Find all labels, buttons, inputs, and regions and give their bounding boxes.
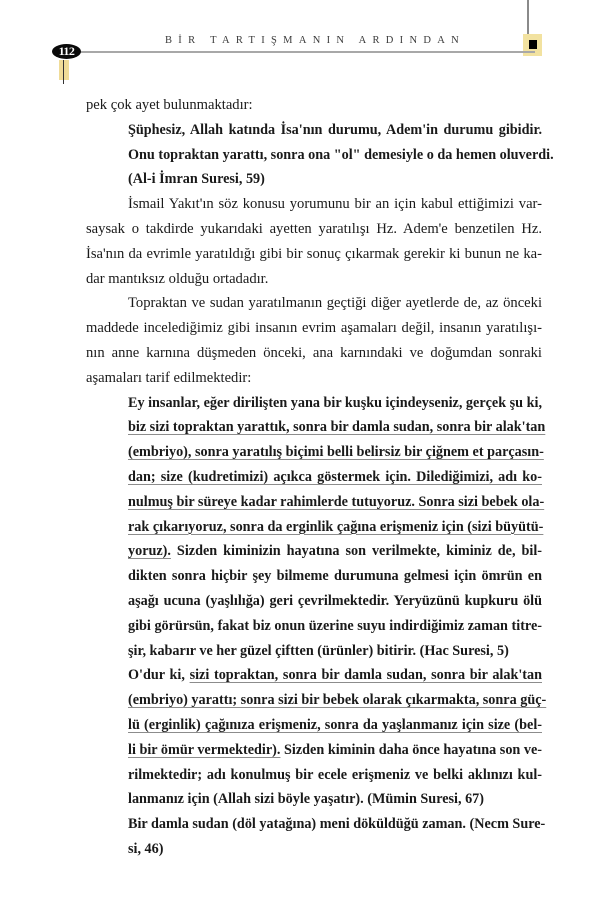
- page-number-badge: 112: [52, 44, 81, 59]
- verse-line: [128, 738, 542, 763]
- left-margin-tick: [63, 60, 64, 84]
- verse-line-underlined: (embriyo) yarattı; sonra sizi bir bebek olarak çıkarmakta, sonra güç-: [128, 692, 547, 709]
- verse-line: rilmektedir; adı konulmuş bir ecele erişmeniz ve belki aklınızı kul-: [128, 766, 542, 783]
- verse-line: [128, 539, 542, 564]
- verse-line-underlined: nulmuş bir süreye kadar rahimlerde tutuyoruz. Sonra sizi bebek ola-: [128, 493, 545, 510]
- verse-line-underlined: rak çıkarıyoruz, sonra da erginlik çağına erişmeniz için (sizi büyütü-: [128, 518, 544, 535]
- verse-fragment: Sizden kiminin daha önce hayatına son ve-: [280, 741, 543, 758]
- paragraph-ismail-yakit: [86, 192, 542, 291]
- page-body: [86, 93, 554, 862]
- intro-line: pek çok ayet bulunmaktadır:: [86, 97, 253, 113]
- verse-line-underlined: dan; size (kudretimizi) açıkca göstermek için. Dilediğimizi, adı ko-: [128, 468, 542, 485]
- running-title: BİR TARTIŞMANIN ARDINDAN: [164, 35, 466, 46]
- underlined-fragment: li bir ömür vermektedir).: [128, 741, 281, 758]
- paragraph-line: dar mantıksız olduğu ortadadır.: [86, 270, 269, 287]
- paragraph-topraktan: [86, 291, 542, 390]
- verse-quote-hac: [128, 391, 546, 664]
- paragraph-line: saysak o takdirde yukarıdaki ayetten yaratılışı Hz. Adem'e benzetilen Hz.: [86, 220, 542, 237]
- verse-quote-necm: [128, 812, 546, 862]
- paragraph-line: İsmail Yakıt'ın söz konusu yorumunu bir an için kabul ettiğimizi var-: [128, 196, 542, 213]
- top-vertical-rule: [527, 0, 529, 38]
- paragraph-line: İsa'nın da evrimle yaratıldığı gibi bir sonuç çıkarmak gerekir ki bunun ne ka-: [86, 245, 542, 262]
- verse-citation: (Al-i İmran Suresi, 59): [128, 171, 265, 188]
- verse-line: [128, 663, 542, 688]
- verse-line-underlined: biz sizi topraktan yarattık, sonra bir damla sudan, sonra bir alak'tan: [128, 419, 546, 436]
- underlined-fragment: yoruz).: [128, 543, 171, 560]
- verse-line: dikten sonra hiçbir şey bilmeme durumuna gelmesi için ömrün en: [128, 568, 542, 585]
- verse-fragment: Sizden kiminizin hayatına son verilmekte, kiminiz de, bil-: [170, 543, 542, 560]
- verse-line: Bir damla sudan (döl yatağına) meni döküldüğü zaman. (Necm Sure-: [128, 816, 546, 833]
- paragraph-line: nın anne karnına düşmeden önceki, ana karnındaki ve doğumdan sonraki: [86, 344, 542, 361]
- verse-line: gibi görürsün, fakat biz onun üzerine suyu indirdiğimiz zaman titre-: [128, 617, 542, 634]
- left-margin-tab: [59, 60, 69, 80]
- verse-line: Şüphesiz, Allah katında İsa'nın durumu, Adem'in durumu gibidir.: [128, 121, 542, 138]
- verse-line: Onu topraktan yarattı, sonra ona "ol" demesiyle o da hemen oluverdi.: [128, 146, 554, 163]
- verse-quote-mumin: [128, 663, 547, 812]
- underlined-fragment: sizi topraktan, sonra bir damla sudan, sonra bir alak'tan: [189, 667, 542, 684]
- square-marker-icon: [529, 40, 537, 49]
- paragraph-line: aşamaları tarif edilmektedir:: [86, 369, 252, 386]
- verse-line-underlined: (embriyo), sonra yaratılış biçimi belli belirsiz bir çiğnem et parçasın-: [128, 444, 544, 461]
- header-rule: [80, 51, 535, 53]
- verse-fragment: O'dur ki,: [128, 667, 190, 684]
- verse-quote-al-i-imran: [128, 118, 554, 192]
- verse-citation-line: si, 46): [128, 840, 164, 857]
- verse-citation-line: şir, kabarır ve her güzel çiftten (ürünler) bitirir. (Hac Suresi, 5): [128, 642, 509, 659]
- paragraph-line: maddede incelediğimiz gibi insanın evrim aşamaları değil, insanın yaratılışı-: [86, 320, 542, 337]
- verse-line-underlined: lü (erginlik) çağınıza erişmeniz, sonra da yaşlanmanız için size (bel-: [128, 716, 542, 733]
- paragraph-line: Topraktan ve sudan yaratılmanın geçtiği diğer ayetlerde de, az önceki: [128, 295, 542, 312]
- verse-citation-line: lanmanız için (Allah sizi böyle yaşatır). (Mümin Suresi, 67): [128, 791, 485, 808]
- verse-line: aşağı ucuna (yaşlılığa) geri çevrilmektedir. Yeryüzünü kupkuru ölü: [128, 592, 542, 609]
- verse-line: Ey insanlar, eğer dirilişten yana bir kuşku içindeyseniz, gerçek şu ki,: [128, 394, 542, 411]
